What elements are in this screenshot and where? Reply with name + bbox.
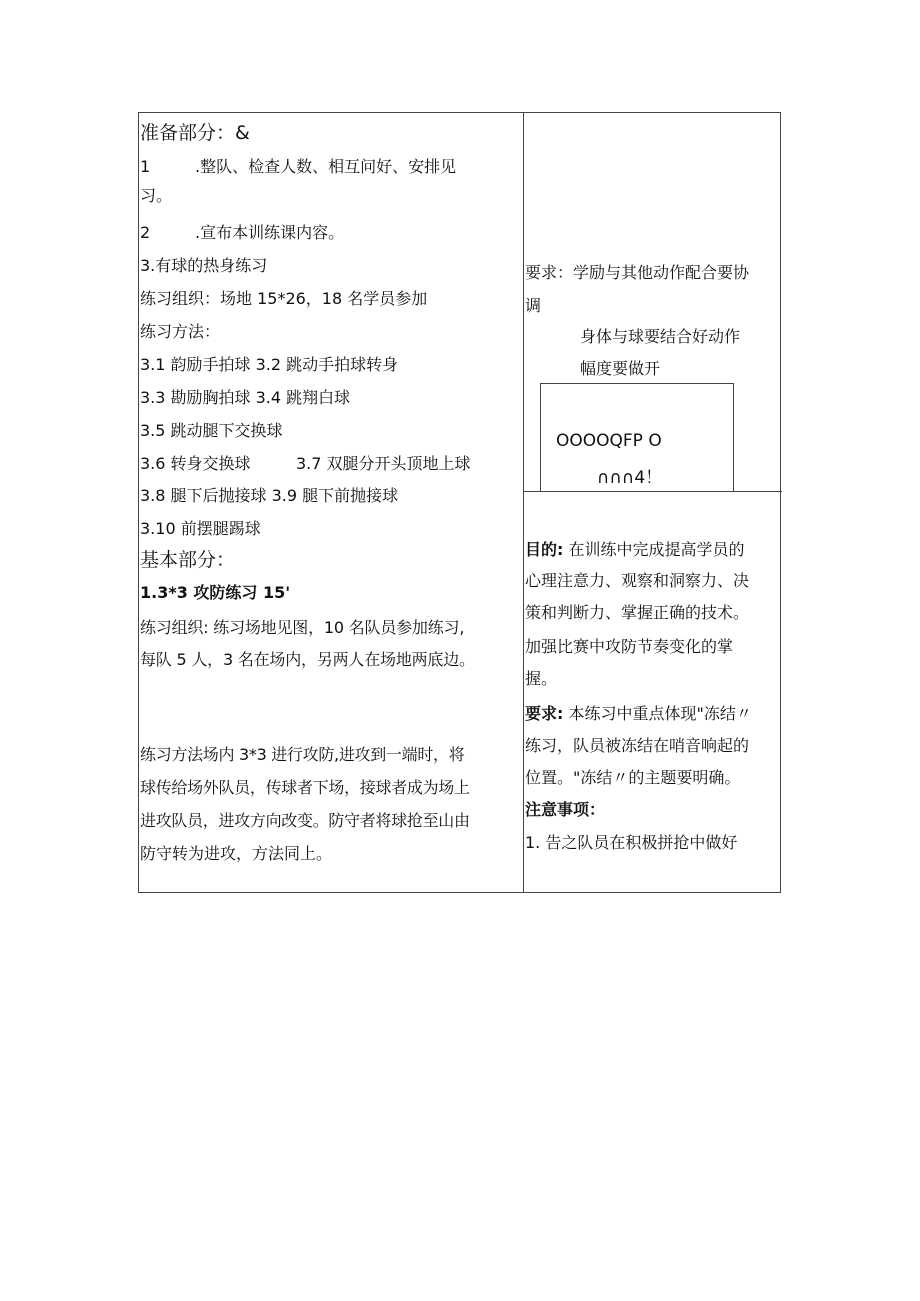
requirement-text-1: 本练习中重点体现"冻结〃 [568,704,752,723]
warmup-requirement-line-1: 要求：学励与其他动作配合要协 [525,263,750,282]
prep-item-2-text: .宣布本训练课内容。 [195,223,345,242]
prep-section-title: 准备部分：& [140,122,250,144]
warmup-organization: 练习组织：场地 15*26，18 名学员参加 [140,289,428,308]
notes-label: 注意事项： [525,800,606,819]
requirement-line-2: 练习，队员被冻结在哨音响起的 [525,736,750,755]
goal-line-4: 加强比赛中攻防节奏变化的掌 [525,637,734,656]
drill-method-line-2: 球传给场外队员，传球者下场，接球者成为场上 [140,778,470,797]
warmup-method-label: 练习方法： [140,322,221,341]
prep-item-1-number: 1 [140,157,151,176]
drill-organization-line-2: 每队 5 人，3 名在场内，另两人在场地两底边。 [140,650,475,669]
goal-line-3: 策和判断力、掌握正确的技术。 [525,603,750,622]
goal-line-2: 心理注意力、观察和洞察力、决 [525,571,750,590]
goal-text-1: 在训练中完成提高学员的 [568,540,745,559]
lesson-plan-table [138,112,781,893]
requirement-label: 要求: [525,704,564,723]
prep-item-1-continued: 习。 [140,186,173,205]
goal-line-1 [525,540,745,560]
row-divider [523,491,782,492]
warmup-requirement-line-2: 调 [525,296,542,315]
prep-item-2-number: 2 [140,223,151,242]
warmup-method-line-6: 3.10 前摆腿踢球 [140,519,261,538]
requirement-line-3: 位置。"冻结〃的主题要明确。 [525,768,741,787]
warmup-method-line-1: 3.1 韵励手拍球 3.2 跳动手拍球转身 [140,355,399,374]
drill-organization-line-1: 练习组织: 练习场地见图，10 名队员参加练习, [140,618,465,637]
drill-method-line-1: 练习方法场内 3*3 进行攻防,进攻到一端时，将 [140,745,465,764]
prep-item-1-text: .整队、检查人数、相互问好、安排见 [195,157,457,176]
column-divider [523,113,524,892]
diagram-players-row: OOOOQFP O [556,431,662,451]
warmup-method-line-2: 3.3 勘励胸拍球 3.4 跳翔白球 [140,388,351,407]
notes-line-1: 1. 告之队员在积极拼抢中做好 [525,833,738,852]
warmup-method-line-4a: 3.6 转身交换球 [140,454,251,473]
drill-diagram [540,383,734,491]
basic-section-title: 基本部分： [140,549,236,571]
diagram-markers-row: ∩∩∩4！ [597,468,663,488]
drill-method-line-3: 进攻队员，进攻方向改变。防守者将球抢至山由 [140,811,470,830]
prep-item-3: 3.有球的热身练习 [140,256,268,275]
warmup-method-line-4b: 3.7 双腿分开头顶地上球 [296,454,471,473]
body-ball-requirement-line-2: 幅度要做开 [580,359,661,378]
drill-title: 1.3*3 攻防练习 15' [140,583,291,602]
goal-line-5: 握。 [525,669,558,688]
warmup-method-line-5: 3.8 腿下后抛接球 3.9 腿下前抛接球 [140,486,399,505]
goal-label: 目的: [525,540,564,559]
requirement-line-1 [525,704,752,724]
body-ball-requirement-line-1: 身体与球要结合好动作 [580,327,741,346]
warmup-method-line-3: 3.5 跳动腿下交换球 [140,421,283,440]
drill-method-line-4: 防守转为进攻，方法同上。 [140,844,333,863]
